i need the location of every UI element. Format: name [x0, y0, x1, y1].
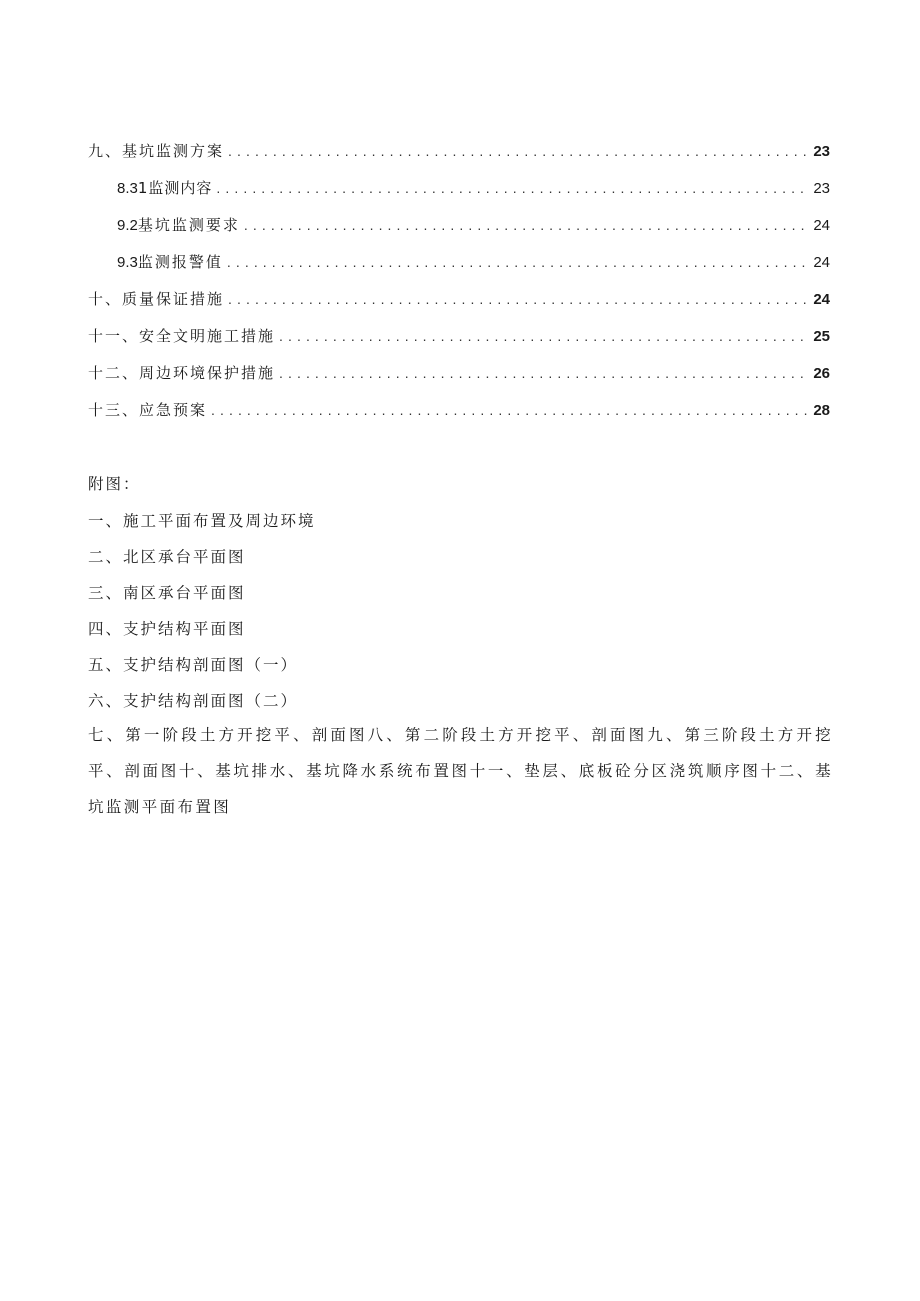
- appendix-item: 二、北区承台平面图: [88, 548, 246, 566]
- toc-page-number: 26: [813, 365, 830, 382]
- toc-entry-label: 监测报警值: [137, 253, 223, 271]
- toc-entry-label: 十二、周边环境保护措施: [88, 364, 276, 382]
- appendix-item: 一、施工平面布置及周边环境: [88, 512, 316, 530]
- table-of-contents: [88, 140, 830, 436]
- toc-entry-label: 基坑监测要求: [137, 216, 240, 234]
- toc-entry-label: 九、基坑监测方案: [88, 142, 225, 160]
- toc-entry-number: 8.3: [117, 180, 138, 197]
- appendix-item: 三、南区承台平面图: [88, 584, 246, 602]
- toc-entry-number: 9.2: [117, 217, 138, 234]
- appendix-title: 附图：: [88, 475, 141, 493]
- toc-dot-leader: [244, 217, 809, 233]
- appendix-item: 五、支护结构剖面图（一）: [88, 656, 299, 674]
- toc-page-number: 23: [813, 180, 830, 197]
- toc-page-number: 24: [813, 254, 830, 271]
- toc-entry-section-12[interactable]: [88, 362, 830, 399]
- toc-entry-section-9[interactable]: [88, 140, 830, 177]
- toc-page-number: 23: [813, 143, 830, 160]
- toc-dot-leader: [227, 254, 809, 270]
- toc-entry-label: 1监测内容: [137, 179, 213, 197]
- toc-dot-leader: [228, 291, 809, 307]
- toc-entry-label: 十、质量保证措施: [88, 290, 225, 308]
- toc-entry-label: 十一、安全文明施工措施: [88, 327, 276, 345]
- appendix-item: 六、支护结构剖面图（二）: [88, 692, 299, 710]
- toc-entry-number: 9.3: [117, 254, 138, 271]
- toc-entry-label: 十三、应急预案: [88, 401, 208, 419]
- toc-dot-leader: [228, 143, 809, 159]
- appendix-item: 四、支护结构平面图: [88, 620, 246, 638]
- toc-entry-section-11[interactable]: [88, 325, 830, 362]
- toc-dot-leader: [279, 365, 809, 381]
- toc-page-number: 24: [813, 291, 830, 308]
- toc-dot-leader: [211, 402, 809, 418]
- appendix-figures-list: [88, 472, 833, 825]
- toc-entry-9-2[interactable]: [88, 214, 830, 251]
- toc-entry-section-10[interactable]: [88, 288, 830, 325]
- toc-page-number: 24: [813, 217, 830, 234]
- toc-entry-section-13[interactable]: [88, 399, 830, 436]
- toc-dot-leader: [216, 180, 809, 196]
- toc-page-number: 25: [813, 328, 830, 345]
- toc-entry-9-3[interactable]: [88, 251, 830, 288]
- toc-page-number: 28: [813, 402, 830, 419]
- toc-dot-leader: [279, 328, 809, 344]
- appendix-item-long: 七、第一阶段土方开挖平、剖面图八、第二阶段土方开挖平、剖面图九、第三阶段土方开挖平、剖面图十、基坑排水、基坑降水系统布置图十一、垫层、底板砼分区浇筑顺序图十二、基坑监测平面布置图: [88, 726, 833, 816]
- toc-entry-8-3[interactable]: [88, 177, 830, 214]
